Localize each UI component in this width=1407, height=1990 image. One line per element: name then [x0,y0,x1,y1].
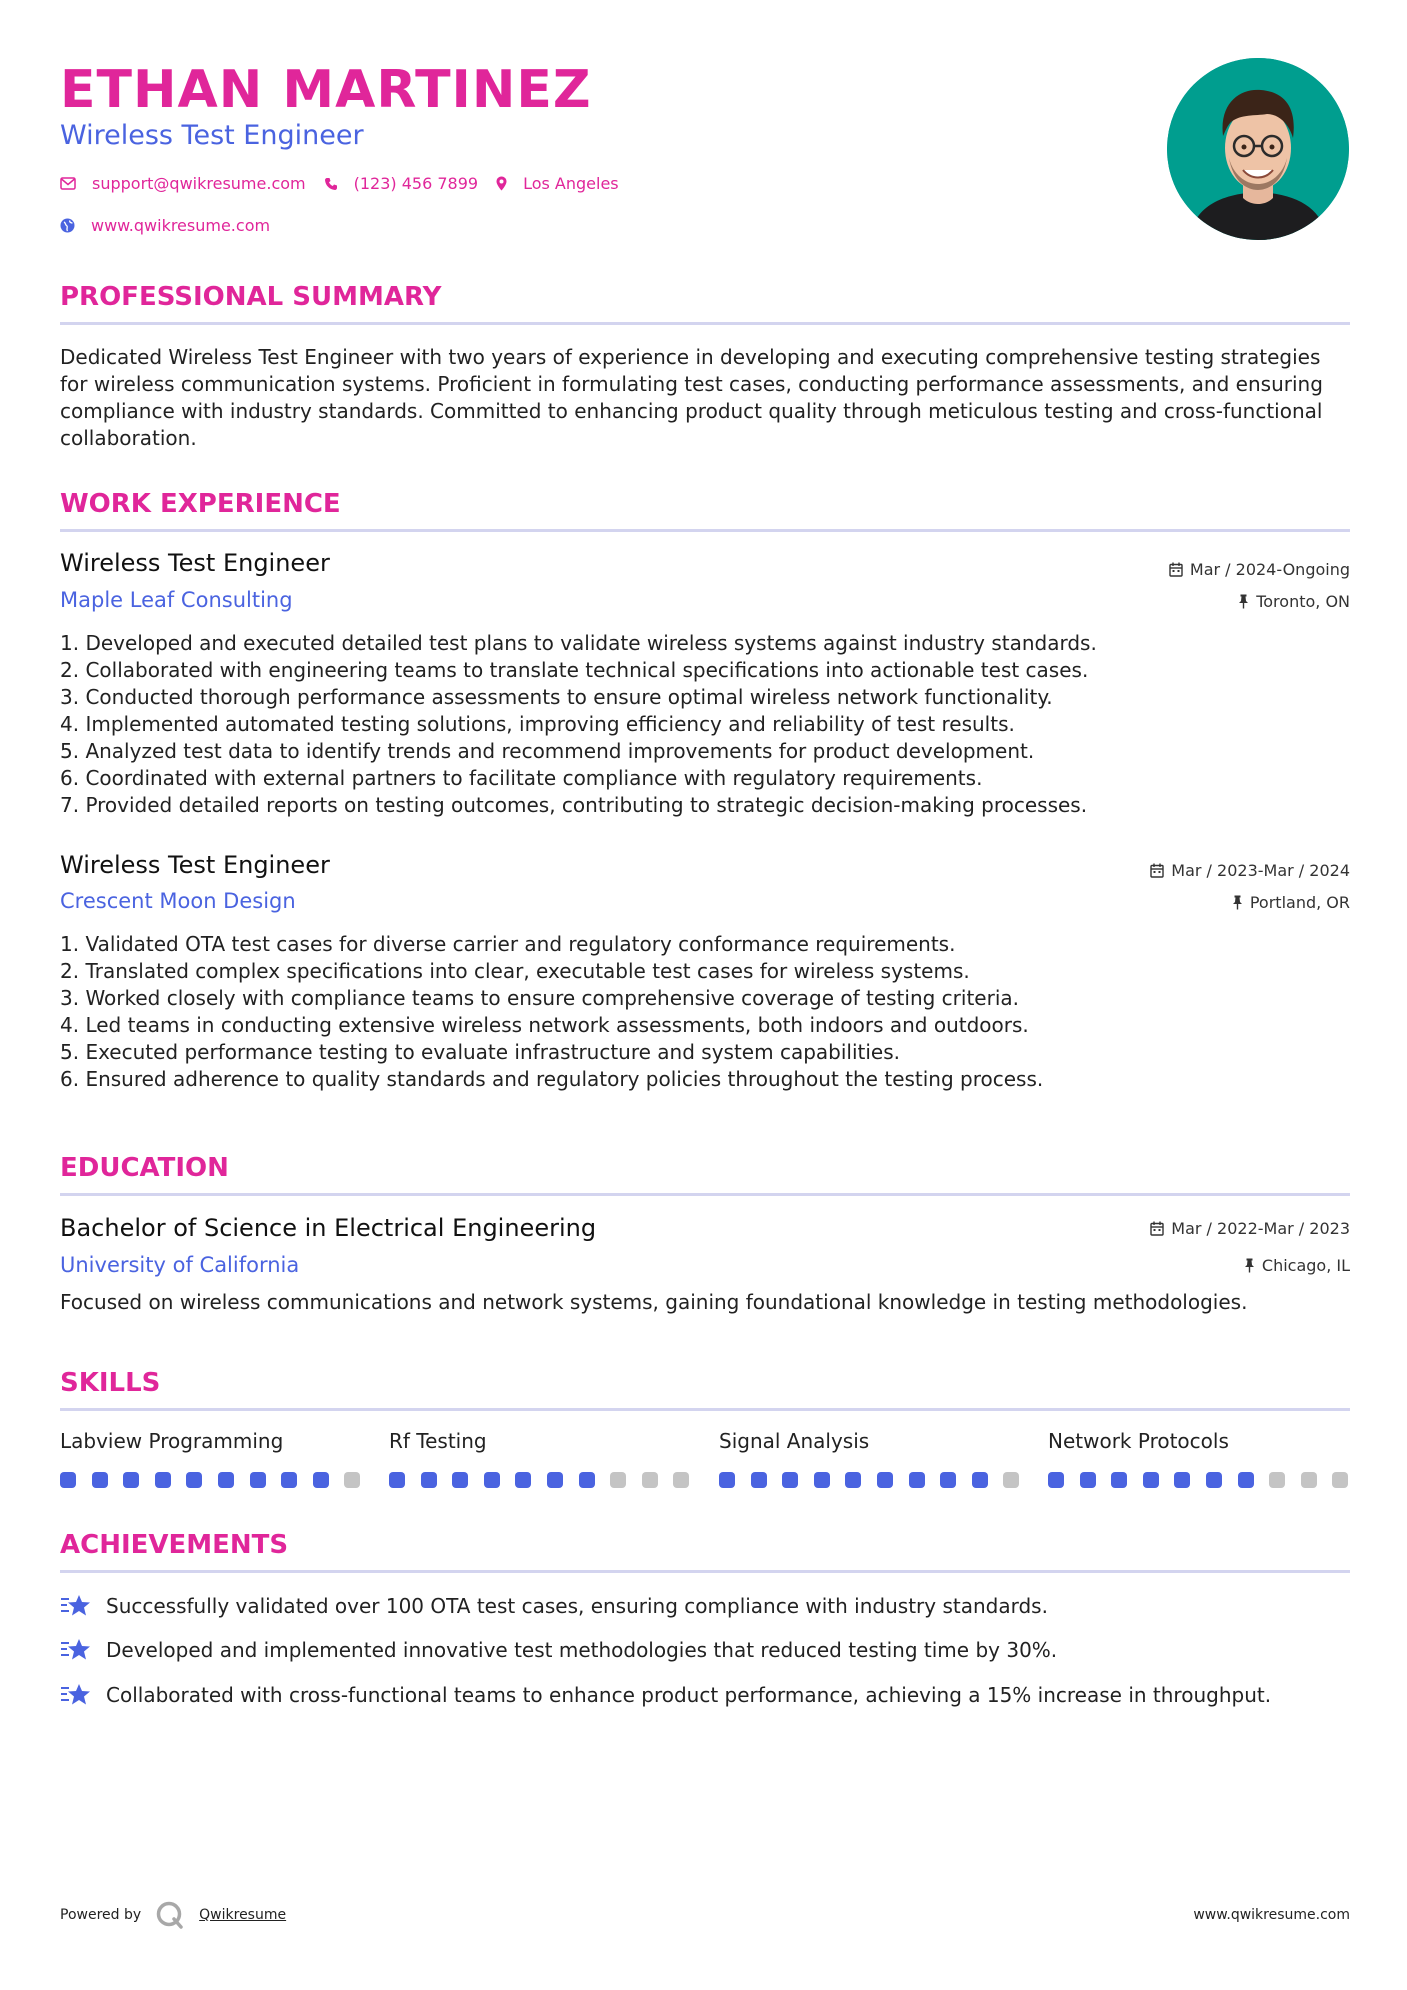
skill-rating [719,1472,1035,1488]
job-location-text: Toronto, ON [1256,592,1350,611]
job-role: Wireless Test Engineer [60,549,330,577]
job-location [1238,592,1350,611]
education-school: University of California [60,1253,300,1277]
list-item: 2. Collaborated with engineering teams to translate technical specifications into actionable test cases. [60,658,1089,682]
skill-rating [1048,1472,1364,1488]
list-item: 6. Coordinated with external partners to facilitate compliance with regulatory requirements. [60,766,983,790]
footer-powered-by [60,1900,286,1930]
education-location [1244,1256,1350,1275]
skill-dot-filled [123,1472,139,1488]
skill-dot-filled [719,1472,735,1488]
list-item: 3. Worked closely with compliance teams to ensure comprehensive coverage of testing criteria. [60,986,1019,1010]
skill-dot-filled [389,1472,405,1488]
job-location [1232,893,1350,912]
skill-dot-filled [1143,1472,1159,1488]
achievement-item [60,1637,1057,1663]
job-bullets [60,931,1350,1093]
calendar-icon [1150,863,1164,878]
skill-dot-filled [845,1472,861,1488]
achievement-text: Developed and implemented innovative test methodologies that reduced testing time by 30%. [106,1638,1058,1662]
skill-item [719,1429,1035,1488]
skill-rating [389,1472,705,1488]
map-marker-icon [496,176,507,191]
skill-dot-filled [547,1472,563,1488]
star-icon [60,1682,92,1708]
skill-dot-empty [1269,1472,1285,1488]
profile-photo [1167,58,1349,240]
list-item: 2. Translated complex specifications into clear, executable test cases for wireless systems. [60,959,970,983]
skill-dot-filled [782,1472,798,1488]
skill-dot-filled [313,1472,329,1488]
skill-dot-filled [281,1472,297,1488]
job-company: Maple Leaf Consulting [60,588,293,612]
contact-website[interactable] [60,216,270,235]
candidate-name: ETHAN MARTINEZ [60,60,592,120]
education-dates [1150,1219,1350,1238]
section-divider [60,322,1350,325]
skill-dot-filled [814,1472,830,1488]
skill-dot-filled [484,1472,500,1488]
qwikresume-logo-icon [155,1900,185,1930]
education-location-text: Chicago, IL [1261,1256,1350,1275]
phone-icon [324,177,338,191]
envelope-icon [60,177,76,190]
list-item: 3. Conducted thorough performance assessments to ensure optimal wireless network functionality. [60,685,1053,709]
list-item: 5. Executed performance testing to evaluate infrastructure and system capabilities. [60,1040,900,1064]
list-item: 4. Implemented automated testing solutions, improving efficiency and reliability of test results. [60,712,1015,736]
skill-rating [60,1472,376,1488]
contact-row [60,174,637,193]
globe-icon [60,218,75,233]
list-item: 1. Developed and executed detailed test plans to validate wireless systems against industry standards. [60,631,1097,655]
job-location-text: Portland, OR [1249,893,1350,912]
list-item: 5. Analyzed test data to identify trends and recommend improvements for product development. [60,739,1035,763]
skill-dot-filled [1111,1472,1127,1488]
skill-dot-empty [1332,1472,1348,1488]
skill-dot-filled [421,1472,437,1488]
calendar-icon [1169,562,1183,577]
education-heading: EDUCATION [60,1153,229,1183]
website-text: www.qwikresume.com [91,216,271,235]
skill-dot-filled [250,1472,266,1488]
skill-dot-empty [642,1472,658,1488]
list-item: 6. Ensured adherence to quality standards and regulatory policies throughout the testing process. [60,1067,1044,1091]
skill-dot-filled [1048,1472,1064,1488]
section-divider [60,1193,1350,1196]
achievement-text: Successfully validated over 100 OTA test cases, ensuring compliance with industry standards. [106,1594,1048,1618]
achievement-item [60,1682,1271,1708]
email-text: support@qwikresume.com [92,174,306,193]
skill-item [60,1429,376,1488]
skill-dot-filled [92,1472,108,1488]
skill-dot-filled [218,1472,234,1488]
skill-dot-filled [452,1472,468,1488]
experience-heading: WORK EXPERIENCE [60,489,341,519]
brand-link[interactable]: Qwikresume [199,1907,287,1923]
skill-name: Network Protocols [1048,1429,1229,1453]
pin-icon [1232,895,1243,910]
achievement-text: Collaborated with cross-functional teams to enhance product performance, achieving a 15% increase in throughput. [106,1683,1272,1707]
job-company: Crescent Moon Design [60,889,296,913]
skill-item [389,1429,705,1488]
powered-by-label: Powered by [60,1907,142,1923]
job-dates-text: Mar / 2023-Mar / 2024 [1171,861,1350,880]
contact-phone[interactable] [324,174,478,193]
candidate-title: Wireless Test Engineer [60,120,364,151]
job-dates [1169,560,1350,579]
list-item: 4. Led teams in conducting extensive wireless network assessments, both indoors and outdoors. [60,1013,1029,1037]
skill-dot-filled [60,1472,76,1488]
section-divider [60,529,1350,532]
job-bullets [60,630,1350,819]
star-icon [60,1637,92,1663]
skill-item [1048,1429,1364,1488]
job-role: Wireless Test Engineer [60,851,330,879]
section-divider [60,1408,1350,1411]
education-description: Focused on wireless communications and network systems, gaining foundational knowledge in testing methodologies. [60,1290,1248,1314]
achievements-heading: ACHIEVEMENTS [60,1530,289,1560]
contact-location [496,174,619,193]
skill-dot-filled [515,1472,531,1488]
calendar-icon [1150,1221,1164,1236]
skill-dot-filled [1238,1472,1254,1488]
education-degree: Bachelor of Science in Electrical Engineering [60,1214,597,1242]
skill-name: Rf Testing [389,1429,487,1453]
skill-dot-empty [1003,1472,1019,1488]
pin-icon [1244,1258,1255,1273]
skill-dot-filled [155,1472,171,1488]
skill-dot-empty [673,1472,689,1488]
summary-text: Dedicated Wireless Test Engineer with two years of experience in developing and executing comprehensive testing strategies for wireless communication systems. Proficient in formulating test cases, conducting performance assessments, and ensuring compliance with industry standards. Committed to enhancing product quality through meticulous testing and cross-functional collaboration. [60,345,1323,450]
skill-dot-filled [1080,1472,1096,1488]
skill-dot-filled [877,1472,893,1488]
list-item: 1. Validated OTA test cases for diverse carrier and regulatory conformance requirements. [60,932,956,956]
list-item: 7. Provided detailed reports on testing outcomes, contributing to strategic decision-making processes. [60,793,1088,817]
skill-dot-empty [1301,1472,1317,1488]
summary-heading: PROFESSIONAL SUMMARY [60,282,442,312]
contact-email[interactable] [60,174,306,193]
skill-dot-filled [579,1472,595,1488]
skill-dot-empty [610,1472,626,1488]
skill-dot-filled [1174,1472,1190,1488]
achievement-item [60,1593,1048,1619]
star-icon [60,1593,92,1619]
skill-dot-filled [186,1472,202,1488]
job-dates [1150,861,1350,880]
skill-dot-empty [344,1472,360,1488]
skill-name: Signal Analysis [719,1429,870,1453]
skills-heading: SKILLS [60,1368,161,1398]
skill-dot-filled [972,1472,988,1488]
phone-text: (123) 456 7899 [353,174,479,193]
footer-url[interactable]: www.qwikresume.com [1193,1907,1350,1923]
pin-icon [1238,594,1249,609]
skill-dot-filled [909,1472,925,1488]
location-text: Los Angeles [523,174,619,193]
portrait-illustration [1167,58,1349,240]
skill-dot-filled [751,1472,767,1488]
section-divider [60,1570,1350,1573]
job-dates-text: Mar / 2024-Ongoing [1189,560,1350,579]
skill-name: Labview Programming [60,1429,284,1453]
education-dates-text: Mar / 2022-Mar / 2023 [1171,1219,1350,1238]
skill-dot-filled [1206,1472,1222,1488]
skill-dot-filled [940,1472,956,1488]
